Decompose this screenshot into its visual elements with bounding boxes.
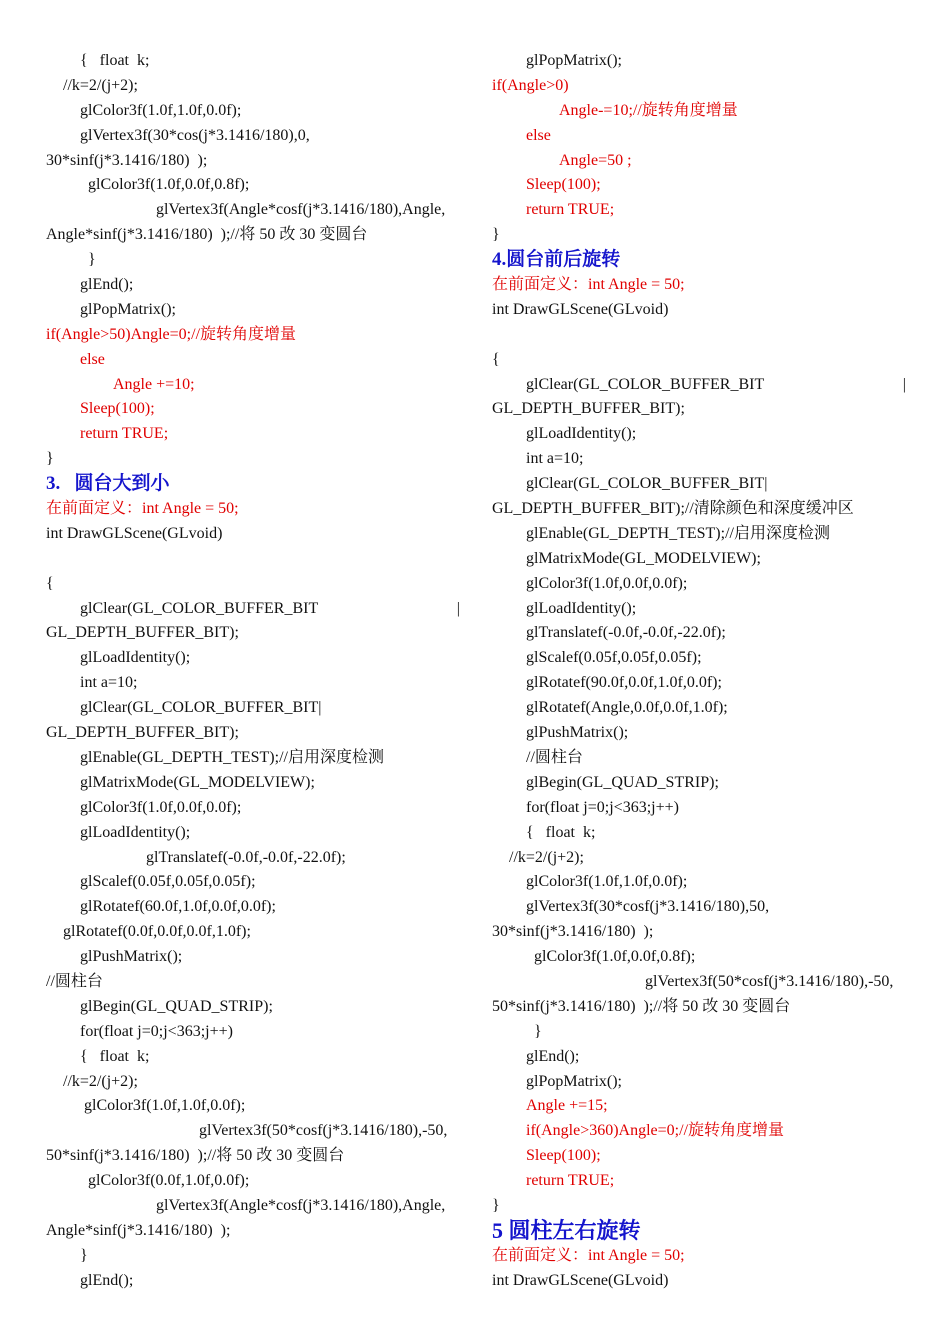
code-line: glTranslatef(-0.0f,-0.0f,-22.0f); — [146, 848, 346, 866]
highlighted-code-line: Sleep(100); — [526, 1147, 601, 1165]
code-line: glVertex3f(Angle*cosf(j*3.1416/180),Angle, — [156, 201, 446, 219]
code-line: glColor3f(1.0f,0.0f,0.0f); — [526, 574, 688, 592]
highlighted-code-line: Angle +=15; — [526, 1097, 608, 1115]
code-line: //k=2/(j+2); — [63, 1072, 138, 1090]
code-line: } — [88, 251, 96, 269]
highlighted-code-line: Sleep(100); — [80, 400, 155, 418]
code-line: } — [46, 450, 54, 468]
code-line: { float k; — [80, 1047, 150, 1065]
highlighted-code-line: 在前面定义：int Angle = 50; — [46, 500, 239, 518]
highlighted-code-line: else — [80, 350, 105, 368]
code-line: glBegin(GL_QUAD_STRIP); — [526, 773, 719, 791]
code-line: glVertex3f(50*cosf(j*3.1416/180),-50, — [199, 1122, 448, 1140]
code-text: glClear(GL_COLOR_BUFFER_BIT — [526, 375, 765, 393]
code-line: glClear(GL_COLOR_BUFFER_BIT| — [80, 699, 322, 717]
pipe-char: | — [902, 375, 906, 393]
code-line: glEnd(); — [80, 1271, 134, 1289]
code-line: glEnable(GL_DEPTH_TEST);//启用深度检测 — [526, 524, 830, 542]
code-line: glRotatef(90.0f,0.0f,1.0f,0.0f); — [526, 674, 722, 692]
code-line: glScalef(0.05f,0.05f,0.05f); — [526, 649, 702, 667]
code-line: int DrawGLScene(GLvoid) — [492, 1271, 669, 1289]
code-line: 30*sinf(j*3.1416/180) ); — [46, 151, 208, 169]
code-line: int a=10; — [80, 674, 138, 692]
code-line: glLoadIdentity(); — [80, 649, 191, 667]
code-line: glMatrixMode(GL_MODELVIEW); — [526, 549, 761, 567]
section-heading: 5 圆柱左右旋转 — [492, 1217, 641, 1243]
code-line: //k=2/(j+2); — [509, 848, 584, 866]
highlighted-code-line: Sleep(100); — [526, 176, 601, 194]
code-line: GL_DEPTH_BUFFER_BIT); — [46, 724, 239, 742]
code-line — [492, 323, 906, 348]
highlighted-code-line: Angle +=10; — [113, 375, 195, 393]
code-line: } — [492, 1196, 500, 1214]
code-line: glTranslatef(-0.0f,-0.0f,-22.0f); — [526, 624, 726, 642]
code-line: glPushMatrix(); — [526, 724, 629, 742]
code-line: glVertex3f(30*cos(j*3.1416/180),0, — [80, 126, 310, 144]
code-line: 50*sinf(j*3.1416/180) );//将 50 改 30 变圆台 — [492, 997, 791, 1015]
code-line: glVertex3f(50*cosf(j*3.1416/180),-50, — [645, 972, 894, 990]
code-line: for(float j=0;j<363;j++) — [526, 798, 679, 816]
code-line: glRotatef(60.0f,1.0f,0.0f,0.0f); — [80, 898, 276, 916]
code-line: glPopMatrix(); — [80, 300, 176, 318]
code-line: } — [492, 226, 500, 244]
code-line: glBegin(GL_QUAD_STRIP); — [80, 997, 273, 1015]
section-heading: 3. 圆台大到小 — [46, 473, 170, 495]
highlighted-code-line: else — [526, 126, 551, 144]
highlighted-code-line: if(Angle>50)Angle=0;//旋转角度增量 — [46, 325, 297, 343]
code-line: Angle*sinf(j*3.1416/180) );//将 50 改 30 变圆台 — [46, 226, 368, 244]
right-column — [492, 49, 906, 1294]
pipe-char: | — [456, 599, 460, 617]
code-line: glPushMatrix(); — [80, 948, 183, 966]
code-line: glEnd(); — [80, 276, 134, 294]
code-line: glLoadIdentity(); — [526, 599, 637, 617]
highlighted-code-line: if(Angle>0) — [492, 76, 569, 94]
code-line: 50*sinf(j*3.1416/180) );//将 50 改 30 变圆台 — [46, 1147, 345, 1165]
highlighted-code-line: 在前面定义：int Angle = 50; — [492, 1246, 685, 1264]
highlighted-code-line: return TRUE; — [80, 425, 169, 443]
code-line: { — [46, 574, 54, 592]
code-line: { — [492, 350, 500, 368]
code-line: glRotatef(0.0f,0.0f,0.0f,1.0f); — [63, 923, 251, 941]
highlighted-code-line: Angle=50 ; — [559, 151, 632, 169]
code-line: glVertex3f(30*cosf(j*3.1416/180),50, — [526, 898, 770, 916]
code-line: glClear(GL_COLOR_BUFFER_BIT| — [526, 475, 768, 493]
code-line: { float k; — [526, 823, 596, 841]
code-line — [46, 597, 460, 622]
code-line: GL_DEPTH_BUFFER_BIT); — [492, 400, 685, 418]
code-line: glColor3f(1.0f,0.0f,0.8f); — [88, 176, 250, 194]
highlighted-code-line: Angle-=10;//旋转角度增量 — [559, 101, 738, 119]
code-line: //圆柱台 — [46, 972, 103, 990]
code-line: glColor3f(1.0f,1.0f,0.0f); — [84, 1097, 246, 1115]
code-line: //圆柱台 — [526, 748, 583, 766]
code-line: Angle*sinf(j*3.1416/180) ); — [46, 1221, 231, 1239]
code-line: glColor3f(1.0f,1.0f,0.0f); — [526, 873, 688, 891]
code-line: int DrawGLScene(GLvoid) — [492, 300, 669, 318]
code-line: GL_DEPTH_BUFFER_BIT);//清除颜色和深度缓冲区 — [492, 500, 854, 518]
code-line: } — [534, 1022, 542, 1040]
code-line: glLoadIdentity(); — [80, 823, 191, 841]
code-text: glClear(GL_COLOR_BUFFER_BIT — [80, 599, 319, 617]
code-line: glScalef(0.05f,0.05f,0.05f); — [80, 873, 256, 891]
code-line: GL_DEPTH_BUFFER_BIT); — [46, 624, 239, 642]
code-line — [492, 373, 906, 398]
code-line: glColor3f(1.0f,1.0f,0.0f); — [80, 101, 242, 119]
code-line: glColor3f(0.0f,1.0f,0.0f); — [88, 1172, 250, 1190]
code-line: glEnable(GL_DEPTH_TEST);//启用深度检测 — [80, 748, 384, 766]
code-line: //k=2/(j+2); — [63, 76, 138, 94]
code-line: glColor3f(1.0f,0.0f,0.0f); — [80, 798, 242, 816]
code-line: glRotatef(Angle,0.0f,0.0f,1.0f); — [526, 699, 728, 717]
code-line: int DrawGLScene(GLvoid) — [46, 524, 223, 542]
code-line: } — [80, 1246, 88, 1264]
highlighted-code-line: if(Angle>360)Angle=0;//旋转角度增量 — [526, 1122, 785, 1140]
code-line: for(float j=0;j<363;j++) — [80, 1022, 233, 1040]
code-line: glPopMatrix(); — [526, 1072, 622, 1090]
code-line: glPopMatrix(); — [526, 52, 622, 69]
code-line: glLoadIdentity(); — [526, 425, 637, 443]
left-column — [46, 49, 460, 1294]
code-line — [46, 547, 460, 572]
highlighted-code-line: 在前面定义：int Angle = 50; — [492, 276, 685, 294]
code-line: glColor3f(1.0f,0.0f,0.8f); — [534, 948, 696, 966]
code-line: glVertex3f(Angle*cosf(j*3.1416/180),Angle, — [156, 1196, 446, 1214]
code-line: glMatrixMode(GL_MODELVIEW); — [80, 773, 315, 791]
highlighted-code-line: return TRUE; — [526, 1172, 615, 1190]
code-line: int a=10; — [526, 450, 584, 468]
highlighted-code-line: return TRUE; — [526, 201, 615, 219]
code-line: glEnd(); — [526, 1047, 580, 1065]
code-line: 30*sinf(j*3.1416/180) ); — [492, 923, 654, 941]
section-heading: 4.圆台前后旋转 — [492, 249, 621, 271]
code-line: { float k; — [80, 52, 150, 69]
